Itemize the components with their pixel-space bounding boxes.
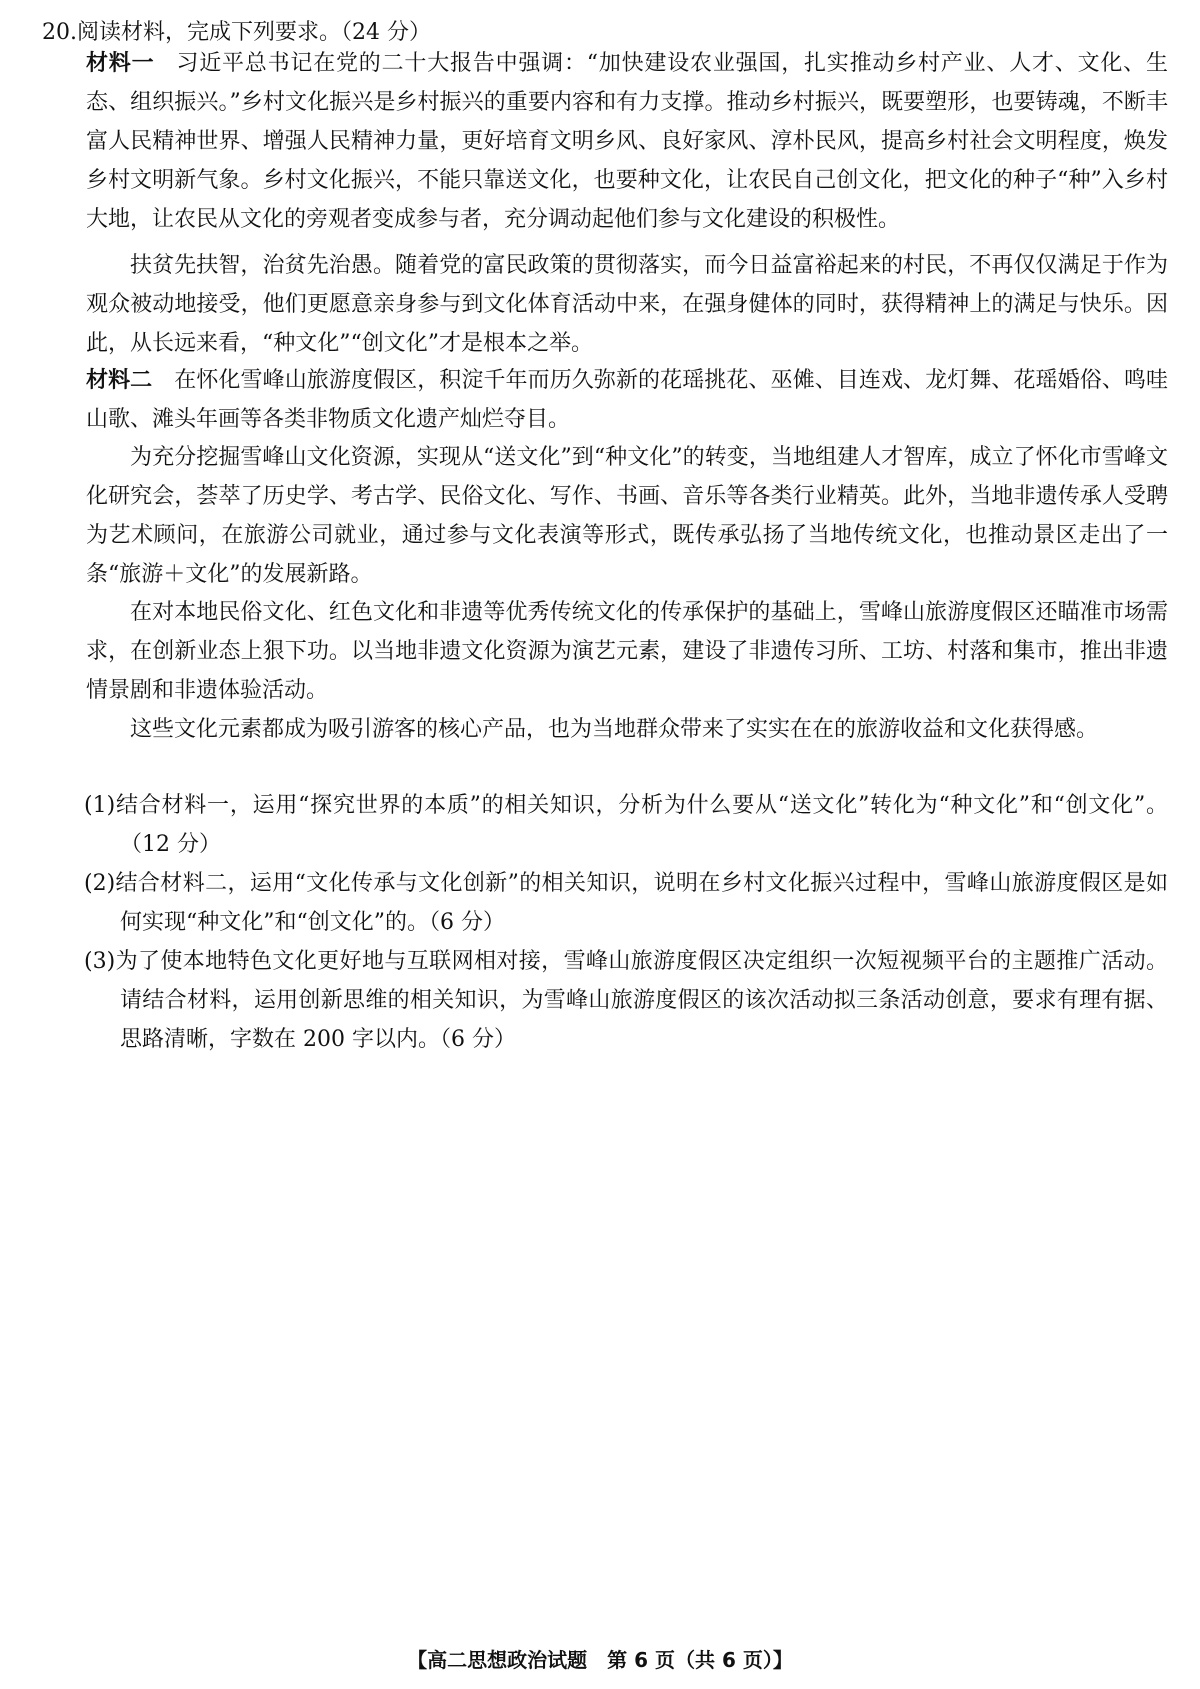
material-two-label: 材料二	[86, 368, 153, 393]
material-one-text-1: 习近平总书记在党的二十大报告中强调：“加快建设农业强国，扎实推动乡村产业、人才、文化、生态、组织振兴。”乡村文化振兴是乡村振兴的重要内容和有力支撑。推动乡村振兴，既要塑形，也要铸魂，不断丰富人民精神世界、增强人民精神力量，更好培育文明乡风、良好家风、淳朴民风，提高乡村社会文明程度，焕发乡村文明新气象。乡村文化振兴，不能只靠送文化，也要种文化，让农民自己创文化，把文化的种子“种”入乡村大地，让农民从文化的旁观者变成参与者，充分调动起他们参与文化建设的积极性。	[86, 51, 1168, 232]
material-two-paragraph-4: 这些文化元素都成为吸引游客的核心产品，也为当地群众带来了实实在在的旅游收益和文化获得感。	[130, 717, 1099, 742]
page-footer: 【高二思想政治试题 第 6 页（共 6 页）】	[407, 1648, 793, 1672]
material-two-text-1: 在怀化雪峰山旅游度假区，积淀千年而历久弥新的花瑶挑花、巫傩、目连戏、龙灯舞、花瑶婚俗、鸣哇山歌、滩头年画等各类非物质文化遗产灿烂夺目。	[86, 368, 1168, 432]
material-two-paragraph-3: 在对本地民俗文化、红色文化和非遗等优秀传统文化的传承保护的基础上，雪峰山旅游度假区还瞄准市场需求，在创新业态上狠下功。以当地非遗文化资源为演艺元素，建设了非遗传习所、工坊、村落和集市，推出非遗情景剧和非遗体验活动。	[86, 600, 1168, 703]
subquestion-1: (1)结合材料一，运用“探究世界的本质”的相关知识，分析为什么要从“送文化”转化为“种文化”和“创文化”。（12 分）	[84, 793, 1168, 857]
material-one-paragraph-2: 扶贫先扶智，治贫先治愚。随着党的富民政策的贯彻落实，而今日益富裕起来的村民，不再仅仅满足于作为观众被动地接受，他们更愿意亲身参与到文化体育活动中来，在强身健体的同时，获得精神上的满足与快乐。因此，从长远来看，“种文化”“创文化”才是根本之举。	[86, 253, 1168, 356]
question-title: 20.阅读材料，完成下列要求。（24 分）	[42, 20, 431, 45]
subquestion-2: (2)结合材料二，运用“文化传承与文化创新”的相关知识，说明在乡村文化振兴过程中，雪峰山旅游度假区是如何实现“种文化”和“创文化”的。（6 分）	[84, 871, 1168, 935]
material-two-paragraph-2: 为充分挖掘雪峰山文化资源，实现从“送文化”到“种文化”的转变，当地组建人才智库，成立了怀化市雪峰文化研究会，荟萃了历史学、考古学、民俗文化、写作、书画、音乐等各类行业精英。此外，当地非遗传承人受聘为艺术顾问，在旅游公司就业，通过参与文化表演等形式，既传承弘扬了当地传统文化，也推动景区走出了一条“旅游＋文化”的发展新路。	[86, 445, 1168, 587]
material-two-paragraph-1	[86, 361, 1168, 439]
material-one-paragraph-1	[86, 44, 1168, 239]
material-one-label: 材料一	[86, 51, 155, 76]
subquestion-3: (3)为了使本地特色文化更好地与互联网相对接，雪峰山旅游度假区决定组织一次短视频平台的主题推广活动。请结合材料，运用创新思维的相关知识，为雪峰山旅游度假区的该次活动拟三条活动创意，要求有理有据、思路清晰，字数在 200 字以内。（6 分）	[84, 949, 1168, 1052]
